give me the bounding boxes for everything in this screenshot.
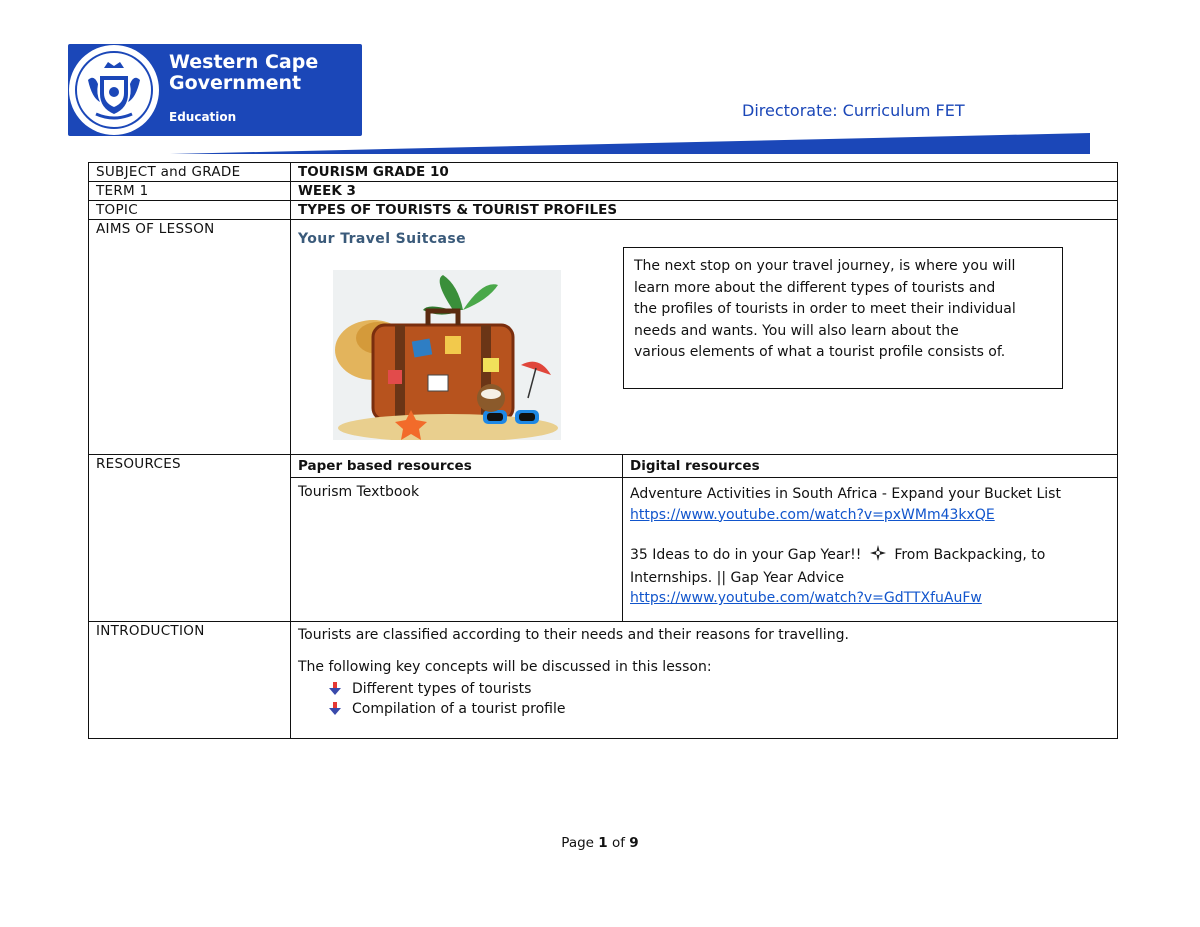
aims-text-line: various elements of what a tourist profile consists of. (634, 344, 1006, 360)
digital-item2-title-part: 35 Ideas to do in your Gap Year!! (630, 547, 862, 563)
digital-resources-heading: Digital resources (623, 455, 1118, 478)
introduction-label: INTRODUCTION (89, 622, 291, 739)
aims-textbox (623, 247, 1063, 389)
aims-text-line: needs and wants. You will also learn about the (634, 322, 959, 339)
digital-item2-title (630, 545, 1110, 568)
paper-resource-item: Tourism Textbook (291, 478, 623, 622)
subject-value: TOURISM GRADE 10 (291, 163, 1118, 182)
logo-title-line1: Western Cape (169, 51, 319, 73)
page-current: 1 (598, 835, 608, 851)
directorate-title: Directorate: Curriculum FET (742, 101, 965, 120)
topic-row (89, 201, 1118, 220)
digital-resources-cell (623, 478, 1118, 622)
coat-of-arms-icon (69, 45, 159, 135)
digital-item1-title: Adventure Activities in South Africa - Expand your Bucket List (630, 486, 1061, 502)
list-item (328, 679, 1110, 699)
aims-text-line: The next stop on your travel journey, is where you will (634, 258, 1016, 274)
sparkle-icon (870, 545, 886, 568)
aims-text-line: the profiles of tourists in order to meet their individual (634, 301, 1016, 317)
key-concepts-list (328, 679, 1110, 719)
resources-header-row (89, 455, 1118, 478)
subject-row (89, 163, 1118, 182)
aims-text-line: learn more about the different types of tourists and (634, 279, 996, 296)
page-of: of (611, 835, 625, 851)
page-number (0, 835, 1200, 851)
digital-item2-title-cont: Internships. || Gap Year Advice (630, 569, 845, 586)
logo-title-line2: Government (169, 72, 302, 94)
list-item-text: Different types of tourists (352, 681, 532, 697)
arrow-bullet-icon (328, 702, 342, 716)
intro-line: Tourists are classified according to their needs and their reasons for travelling. (298, 627, 849, 643)
page-prefix: Page (561, 835, 594, 851)
resources-label: RESOURCES (89, 455, 291, 622)
list-item-text: Compilation of a tourist profile (352, 701, 566, 717)
intro-line: The following key concepts will be discussed in this lesson: (298, 659, 712, 675)
subject-label: SUBJECT and GRADE (89, 163, 291, 182)
introduction-cell (291, 622, 1118, 739)
header-swoosh (170, 130, 1092, 156)
page-total: 9 (629, 835, 639, 851)
week-value: WEEK 3 (291, 182, 1118, 201)
logo-title (169, 52, 318, 94)
wcg-logo (68, 44, 362, 136)
digital-item2-link[interactable]: https://www.youtube.com/watch?v=GdTTXfuAuFw (630, 590, 982, 606)
list-item (328, 699, 1110, 719)
paper-resources-heading: Paper based resources (291, 455, 623, 478)
term-label: TERM 1 (89, 182, 291, 201)
travel-suitcase-image (333, 270, 561, 440)
digital-item1-link[interactable]: https://www.youtube.com/watch?v=pxWMm43kxQE (630, 506, 995, 523)
introduction-row (89, 622, 1118, 739)
aims-row (89, 220, 1118, 455)
digital-item2-title-part: From Backpacking, to (894, 547, 1046, 563)
arrow-bullet-icon (328, 682, 342, 696)
lesson-table (88, 162, 1118, 739)
aims-heading: Your Travel Suitcase (298, 231, 466, 247)
topic-value: TYPES OF TOURISTS & TOURIST PROFILES (291, 201, 1118, 220)
aims-cell (291, 220, 1118, 455)
logo-subtitle: Education (169, 110, 237, 124)
aims-label: AIMS OF LESSON (89, 220, 291, 455)
term-row (89, 182, 1118, 201)
topic-label: TOPIC (89, 201, 291, 220)
